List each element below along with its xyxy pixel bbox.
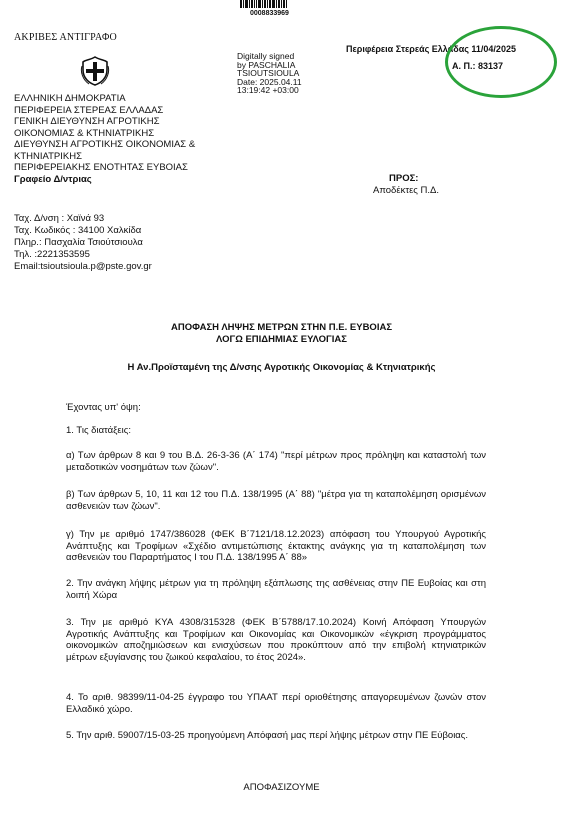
body-clause-c: γ) Την με αριθμό 1747/386028 (ΦΕΚ Β΄7121/18.12.2023) απόφαση του Υπουργού Αγροτικής Ανάπτυξης και Τροφίμων «Σχέδιο αντιμετώπισης έκτακτης ανάγκης για τη καταπολέμηση των ασθενειών του Παραρτήματος Ι του Π.Δ. 138/1995 Α΄ 88» xyxy=(66,529,486,563)
document-title: ΑΠΟΦΑΣΗ ΛΗΨΗΣ ΜΕΤΡΩΝ ΣΤΗΝ Π.Ε. ΕΥΒΟΙΑΣ xyxy=(170,322,393,333)
signature-line: TSIOUTSIOULA xyxy=(237,68,300,78)
decision-heading: ΑΠΟΦΑΣΙΖΟΥΜΕ xyxy=(243,782,320,793)
body-item-4: 4. Το αριθ. 98399/11-04-25 έγγραφο του ΥΠΑΑΤ περί οριοθέτησης απαγορευμένων ζωνών στον Ελλαδικό χώρο. xyxy=(66,692,486,715)
signature-line: Digitally signed xyxy=(237,51,295,61)
org-office: Γραφείο Δ/ντριας xyxy=(14,173,92,185)
contact-line: Ταχ. Δ/νση : Χαϊνά 93 xyxy=(14,213,105,224)
contact-line: Πληρ.: Πασχαλία Τσιούτσιουλα xyxy=(14,237,143,248)
org-line: ΟΙΚΟΝΟΜΙΑΣ & ΚΤΗΝΙΑΤΡΙΚΗΣ xyxy=(14,127,155,139)
protocol-number: Α. Π.: 83137 xyxy=(452,61,504,71)
signature-line: 13:19:42 +03:00 xyxy=(237,85,299,95)
contact-block xyxy=(14,213,152,273)
to-label: ΠΡΟΣ: xyxy=(389,173,419,184)
body-item-3: 3. Την με αριθμό ΚΥΑ 4308/315328 (ΦΕΚ Β΄5788/17.10.2024) Κοινή Απόφαση Υπουργών Αγροτικής Ανάπτυξης και Τροφίμων και Οικονομίας και Οικονομικών «έγκριση προγράμματος οικονομικών αποζημιώσεων και ενισχύσεων που προκύπτουν από την επιβολή κτηνιατρικών μέτρων εξυγίανσης του ζωικού κεφαλαίου, το έτος 2024». xyxy=(66,617,486,663)
org-line: ΓΕΝΙΚΗ ΔΙΕΥΘΥΝΣΗ ΑΓΡΟΤΙΚΗΣ xyxy=(14,116,160,127)
certified-copy-stamp: ΑΚΡΙΒΕΣ ΑΝΤΙΓΡΑΦΟ xyxy=(14,32,117,43)
signature-line: Date: 2025.04.11 xyxy=(237,76,302,87)
contact-line: Ταχ. Κωδικός : 34100 Χαλκίδα xyxy=(14,225,142,236)
region-and-date: Περιφέρεια Στερεάς Ελλάδας 11/04/2025 xyxy=(346,44,516,54)
body-item-2: 2. Την ανάγκη λήψης μέτρων για τη πρόληψη εξάπλωσης της ασθένειας στην ΠΕ Ευβοίας και στη λοιπή Χώρα xyxy=(66,578,486,601)
barcode-number: 0008833969 xyxy=(250,10,289,17)
organization-block xyxy=(14,93,264,185)
body-clause-b: β) Των άρθρων 5, 10, 11 και 12 του Π.Δ. 138/1995 (Α΄ 88) "μέτρα για τη καταπολέμηση ορισμένων ασθενειών των ζώων". xyxy=(66,489,486,512)
org-line: ΔΙΕΥΘΥΝΣΗ ΑΓΡΟΤΙΚΗΣ ΟΙΚΟΝΟΜΙΑΣ & xyxy=(14,139,196,150)
digital-signature-block xyxy=(237,52,302,95)
contact-line: Τηλ. :2221353595 xyxy=(14,249,90,260)
signature-line: by PASCHALIA xyxy=(237,59,296,70)
document-subtitle: ΛΟΓΩ ΕΠΙΔΗΜΙΑΣ ΕΥΛΟΓΙΑΣ xyxy=(216,334,347,345)
greek-coat-of-arms-icon xyxy=(80,56,110,86)
org-line: ΠΕΡΙΦΕΡΕΙΑΚΗΣ ΕΝΟΤΗΤΑΣ ΕΥΒΟΙΑΣ xyxy=(14,162,188,173)
highlight-circle xyxy=(445,26,557,98)
recipients: Αποδέκτες Π.Δ. xyxy=(373,185,440,196)
barcode-icon xyxy=(240,0,300,8)
org-line: ΠΕΡΙΦΕΡΕΙΑ ΣΤΕΡΕΑΣ ΕΛΛΑΔΑΣ xyxy=(14,104,164,116)
body-intro: Έχοντας υπ' όψη: xyxy=(66,402,141,413)
org-line: ΕΛΛΗΝΙΚΗ ΔΗΜΟΚΡΑΤΙΑ xyxy=(14,93,126,104)
body-item-1: 1. Τις διατάξεις: xyxy=(66,425,131,436)
org-line: ΚΤΗΝΙΑΤΡΙΚΗΣ xyxy=(14,150,82,162)
body-item-5: 5. Την αριθ. 59007/15-03-25 προηγούμενη Απόφασή μας περί λήψης μέτρων στην ΠΕ Εύβοιας. xyxy=(66,730,469,741)
contact-email: Email:tsioutsioula.p@pste.gov.gr xyxy=(14,261,152,272)
body-clause-a: α) Των άρθρων 8 και 9 του Β.Δ. 26-3-36 (Α΄ 174) "περί μέτρων προς πρόληψη και καταστολή των μεταδοτικών νοσημάτων των ζώων". xyxy=(66,450,486,473)
issuer-heading: Η Αν.Προϊσταμένη της Δ/νσης Αγροτικής Οικονομίας & Κτηνιατρικής xyxy=(127,362,436,373)
